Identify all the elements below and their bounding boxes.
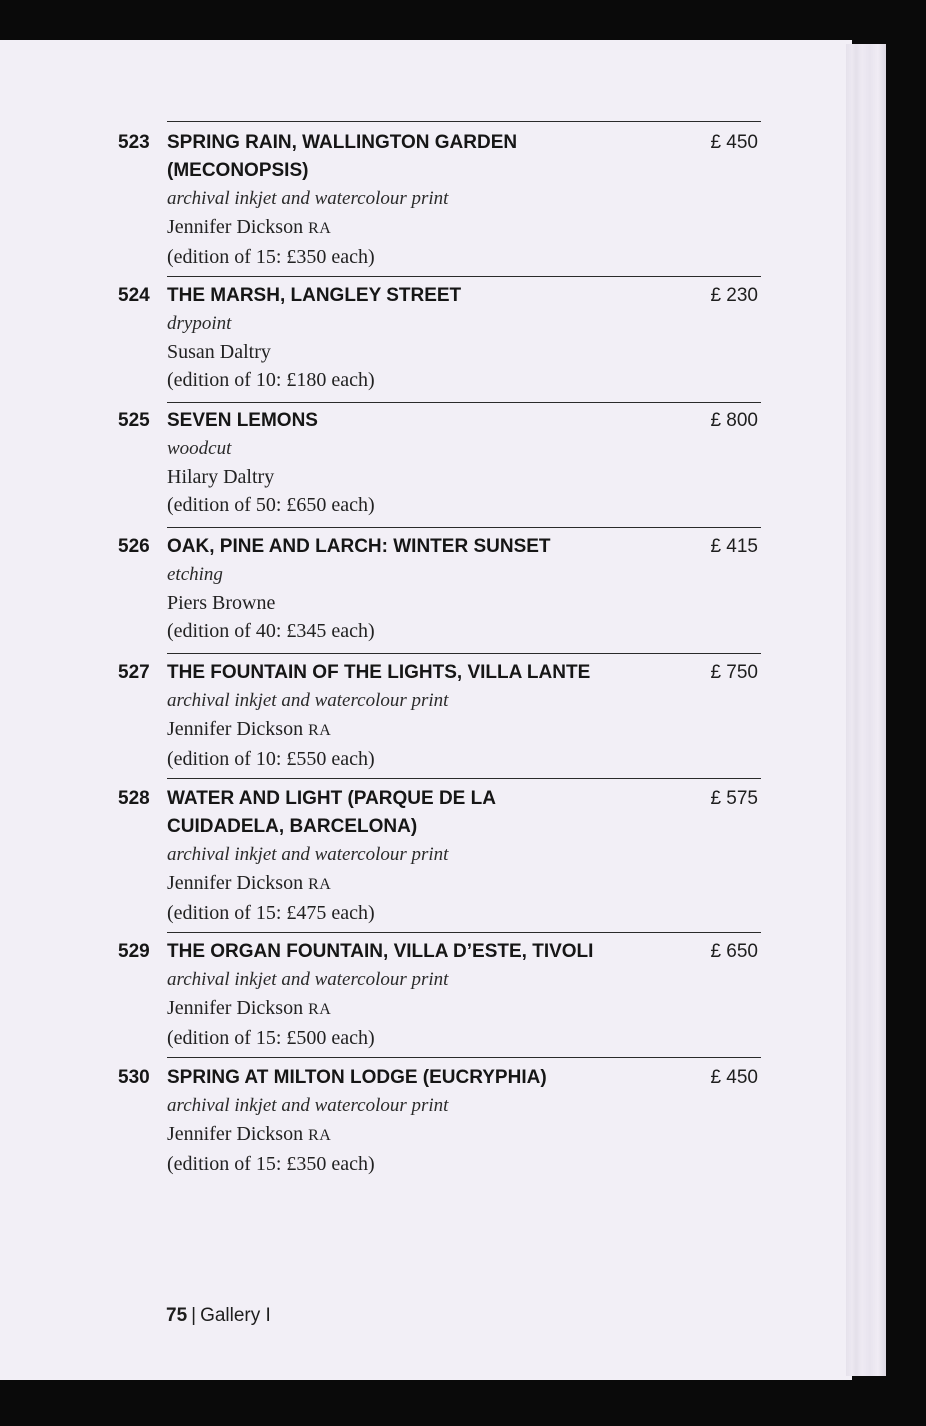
entry-medium: drypoint: [167, 313, 232, 334]
entry-edition: (edition of 15: £350 each): [167, 1153, 375, 1175]
page-stack-edge: [846, 44, 886, 1376]
entry-price: £ 750: [710, 662, 758, 683]
entry-medium: archival inkjet and watercolour print: [167, 188, 449, 209]
artist-name: Susan Daltry: [167, 341, 271, 363]
entry-price: £ 575: [710, 788, 758, 809]
entry-price: £ 230: [710, 285, 758, 306]
footer-separator: |: [191, 1305, 197, 1326]
entry-price: £ 415: [710, 536, 758, 557]
entry-title: SEVEN LEMONS: [167, 410, 318, 431]
entry-number: 526: [118, 536, 150, 557]
artist-name: Jennifer Dickson: [167, 1123, 304, 1145]
entry-rule: [167, 653, 761, 654]
entry-edition: (edition of 10: £180 each): [167, 369, 375, 391]
entry-title: THE MARSH, LANGLEY STREET: [167, 285, 462, 306]
artist-honour: RA: [308, 220, 332, 237]
entry-number: 528: [118, 788, 150, 809]
entry-medium: archival inkjet and watercolour print: [167, 1095, 449, 1116]
entry-rule: [167, 932, 761, 933]
entry-title: OAK, PINE AND LARCH: WINTER SUNSET: [167, 536, 551, 557]
entry-number: 530: [118, 1067, 150, 1088]
entry-price: £ 800: [710, 410, 758, 431]
entry-artist: [167, 463, 687, 491]
entry-rule: [167, 276, 761, 277]
entry-edition: (edition of 40: £345 each): [167, 620, 375, 642]
entry-number: 529: [118, 941, 150, 962]
artist-name: Jennifer Dickson: [167, 718, 304, 740]
entry-edition: (edition of 15: £500 each): [167, 1027, 375, 1049]
entry-medium: etching: [167, 564, 223, 585]
entry-artist: [167, 715, 687, 745]
artist-name: Jennifer Dickson: [167, 216, 304, 238]
entry-edition: (edition of 15: £350 each): [167, 246, 375, 268]
entry-edition: (edition of 10: £550 each): [167, 748, 375, 770]
entry-rule: [167, 1057, 761, 1058]
artist-name: Piers Browne: [167, 592, 276, 614]
entry-price: £ 650: [710, 941, 758, 962]
entry-number: 524: [118, 285, 150, 306]
artist-honour: RA: [308, 722, 332, 739]
artist-name: Jennifer Dickson: [167, 997, 304, 1019]
entry-edition: (edition of 15: £475 each): [167, 902, 375, 924]
artist-honour: RA: [308, 1001, 332, 1018]
artist-honour: RA: [308, 876, 332, 893]
entry-medium: archival inkjet and watercolour print: [167, 844, 449, 865]
page-number: 75: [166, 1305, 188, 1326]
entry-rule: [167, 121, 761, 122]
entry-title: SPRING RAIN, WALLINGTON GARDEN (MECONOPSIS): [167, 132, 518, 181]
entry-rule: [167, 402, 761, 403]
entry-title: THE ORGAN FOUNTAIN, VILLA D’ESTE, TIVOLI: [167, 941, 594, 962]
entry-title: WATER AND LIGHT (PARQUE DE LA CUIDADELA, BARCELONA): [167, 788, 496, 837]
entry-title: THE FOUNTAIN OF THE LIGHTS, VILLA LANTE: [167, 662, 591, 683]
section-name: Gallery I: [200, 1305, 271, 1326]
page-footer: [166, 1302, 271, 1330]
entry-number: 523: [118, 132, 150, 153]
entry-artist: [167, 1120, 687, 1150]
entry-title: SPRING AT MILTON LODGE (EUCRYPHIA): [167, 1067, 547, 1088]
entry-medium: woodcut: [167, 438, 232, 459]
artist-name: Hilary Daltry: [167, 466, 275, 488]
entry-medium: archival inkjet and watercolour print: [167, 690, 449, 711]
entry-artist: [167, 338, 687, 366]
entry-price: £ 450: [710, 132, 758, 153]
artist-name: Jennifer Dickson: [167, 872, 304, 894]
entry-price: £ 450: [710, 1067, 758, 1088]
entry-rule: [167, 778, 761, 779]
entry-medium: archival inkjet and watercolour print: [167, 969, 449, 990]
entry-edition: (edition of 50: £650 each): [167, 494, 375, 516]
entry-artist: [167, 589, 687, 617]
entry-rule: [167, 527, 761, 528]
entry-number: 527: [118, 662, 150, 683]
entry-artist: [167, 869, 687, 899]
artist-honour: RA: [308, 1127, 332, 1144]
entry-artist: [167, 994, 687, 1024]
entry-number: 525: [118, 410, 150, 431]
entry-artist: [167, 213, 687, 243]
